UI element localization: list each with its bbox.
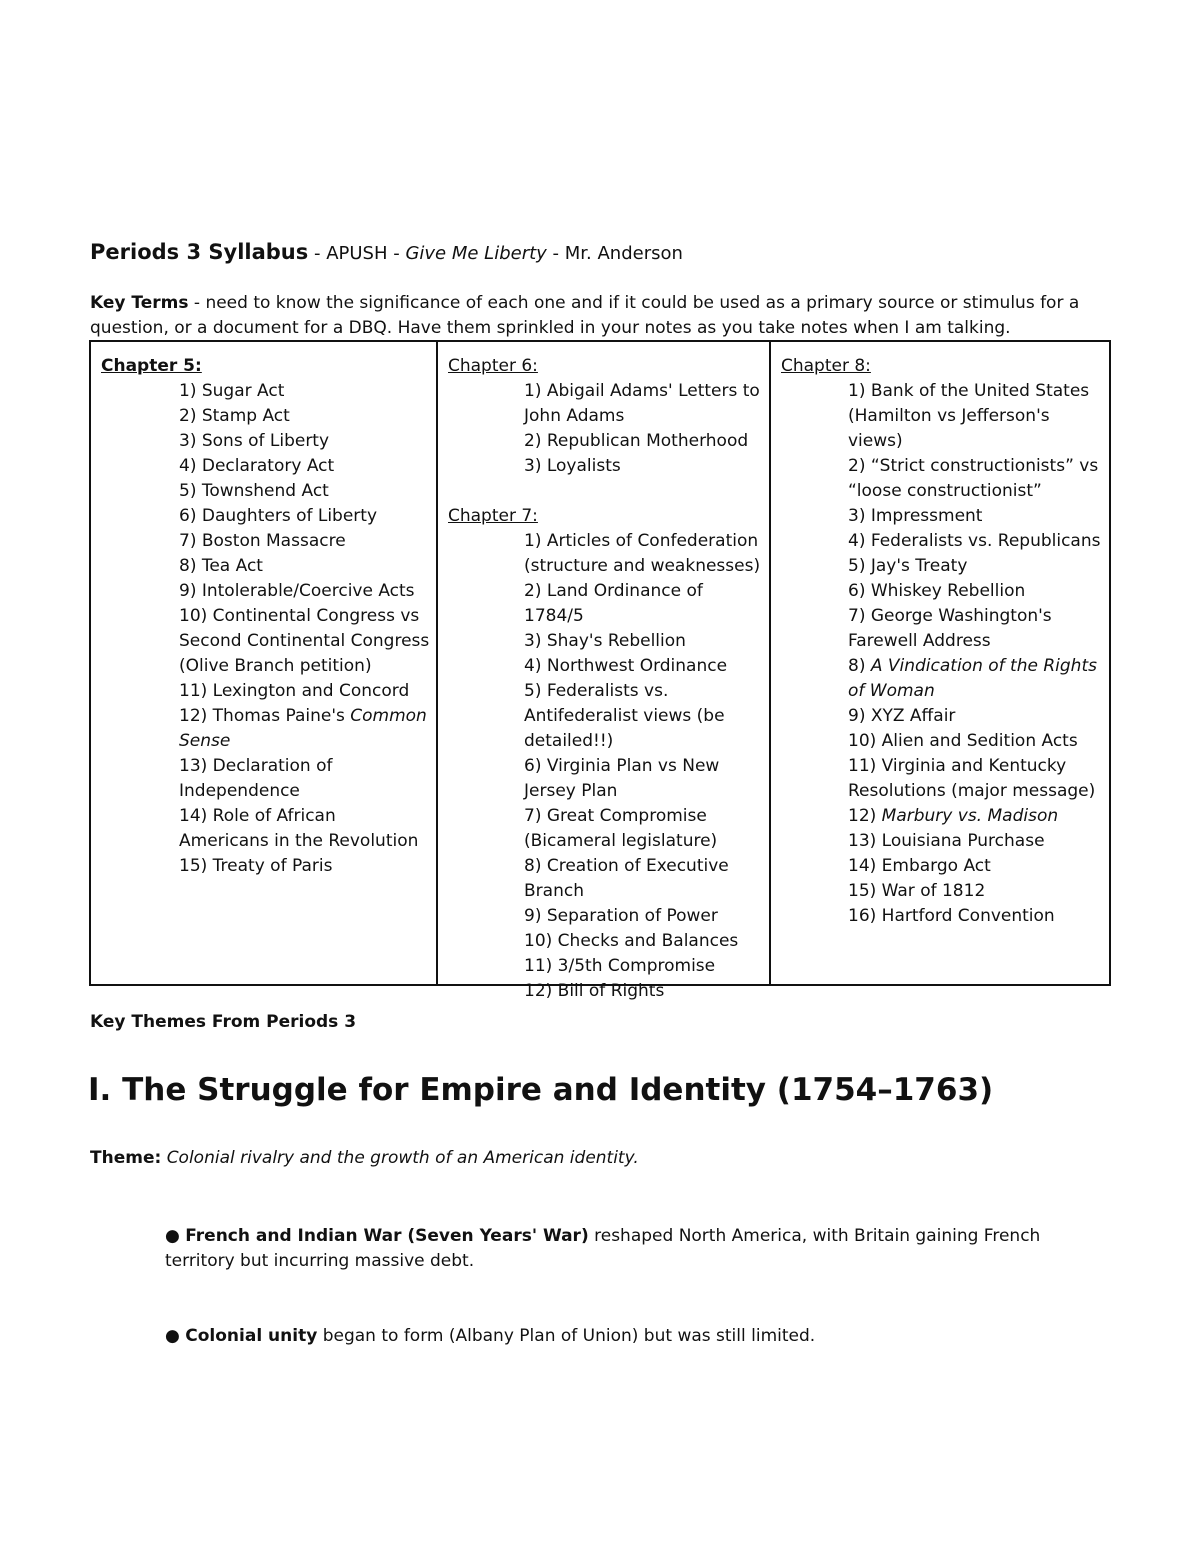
list-item: 9) XYZ Affair	[848, 706, 956, 726]
list-item-text: 12)	[848, 806, 882, 826]
key-themes-label: Key Themes From Periods 3	[90, 1012, 357, 1032]
key-terms-table	[89, 340, 1111, 1001]
table-column-chapter-8	[771, 342, 1109, 984]
list-item: 11) 3/5th Compromise	[524, 956, 716, 976]
bullet-dot-icon: ●	[165, 1226, 180, 1246]
list-item	[179, 704, 430, 754]
syllabus-title: Periods 3 Syllabus	[90, 240, 309, 264]
list-item: 8) Creation of Executive Branch	[524, 856, 729, 901]
list-item: 4) Declaratory Act	[179, 456, 335, 476]
chapter-6-heading: Chapter 6:	[448, 356, 538, 376]
list-item: 16) Hartford Convention	[848, 906, 1055, 926]
key-terms-intro	[90, 291, 1120, 341]
list-item: 5) Townshend Act	[179, 481, 329, 501]
list-item: 10) Continental Congress vs Second Continental Congress (Olive Branch petition)	[179, 606, 430, 676]
chapter-5-heading: Chapter 5:	[101, 356, 202, 376]
list-item: 7) Boston Massacre	[179, 531, 346, 551]
list-item-italic: Marbury vs. Madison	[881, 806, 1059, 826]
list-item: 9) Intolerable/Coercive Acts	[179, 581, 415, 601]
list-item-text: 8)	[848, 656, 871, 676]
list-item: 10) Checks and Balances	[524, 931, 739, 951]
list-item: 1) Bank of the United States (Hamilton vs Jefferson's views)	[848, 381, 1090, 451]
list-item: 5) Federalists vs. Antifederalist views (be detailed!!)	[524, 681, 725, 751]
list-item: 15) Treaty of Paris	[179, 856, 333, 876]
chapter-8-heading: Chapter 8:	[781, 356, 871, 376]
chapter-7-heading: Chapter 7:	[448, 506, 538, 526]
chapter-5-list	[101, 379, 430, 879]
bullet-dot-icon: ●	[165, 1326, 180, 1346]
list-item: 1) Articles of Confederation (structure and weaknesses)	[524, 531, 761, 576]
list-item: 12) Bill of Rights	[524, 981, 665, 1001]
list-item: 6) Whiskey Rebellion	[848, 581, 1026, 601]
list-item: 3) Impressment	[848, 506, 983, 526]
list-item: 5) Jay's Treaty	[848, 556, 968, 576]
teacher-name: - Mr. Anderson	[546, 243, 683, 264]
table-column-chapters-6-7	[438, 342, 771, 1001]
list-item: 7) Great Compromise (Bicameral legislature)	[524, 806, 718, 851]
list-item-italic: Common Sense	[179, 706, 427, 751]
list-item: 2) Land Ordinance of 1784/5	[524, 581, 703, 626]
theme-line	[90, 1148, 639, 1168]
chapter-7-list	[448, 529, 763, 1004]
spacer	[448, 479, 763, 504]
document-title	[90, 240, 683, 264]
chapter-8-list	[781, 379, 1103, 929]
book-title: Give Me Liberty	[405, 243, 547, 264]
list-item: 11) Lexington and Concord	[179, 681, 410, 701]
list-item: 2) Republican Motherhood	[524, 431, 749, 451]
list-item: 2) Stamp Act	[179, 406, 290, 426]
list-item: 6) Virginia Plan vs New Jersey Plan	[524, 756, 720, 801]
list-item: 3) Sons of Liberty	[179, 431, 330, 451]
key-terms-label: Key Terms	[90, 293, 189, 313]
theme-label: Theme:	[90, 1148, 162, 1168]
list-item: 13) Louisiana Purchase	[848, 831, 1045, 851]
list-item: 2) “Strict constructionists” vs “loose constructionist”	[848, 456, 1099, 501]
list-item: 4) Northwest Ordinance	[524, 656, 728, 676]
list-item: 10) Alien and Sedition Acts	[848, 731, 1078, 751]
title-separator-1: - APUSH -	[308, 243, 406, 264]
list-item: 14) Embargo Act	[848, 856, 991, 876]
list-item: 1) Abigail Adams' Letters to John Adams	[524, 381, 760, 426]
list-item: 11) Virginia and Kentucky Resolutions (major message)	[848, 756, 1096, 801]
list-item	[848, 804, 1103, 829]
list-item: 4) Federalists vs. Republicans	[848, 531, 1101, 551]
table-column-chapter-5	[91, 342, 438, 984]
list-item	[848, 654, 1103, 704]
list-item: 3) Shay's Rebellion	[524, 631, 686, 651]
list-item: 3) Loyalists	[524, 456, 621, 476]
bullet-text: reshaped North America, with Britain gaining French territory but incurring massive debt.	[165, 1226, 1041, 1271]
list-item-italic: A Vindication of the Rights of Woman	[848, 656, 1097, 701]
list-item: 7) George Washington's Farewell Address	[848, 606, 1052, 651]
key-terms-description: - need to know the significance of each one and if it could be used as a primary source or stimulus for a question, or a document for a DBQ. Have them sprinkled in your notes as you take notes when I am talking.	[90, 293, 1080, 338]
section-heading: I. The Struggle for Empire and Identity (1754–1763)	[88, 1072, 994, 1108]
list-item: 13) Declaration of Independence	[179, 756, 333, 801]
list-item: 6) Daughters of Liberty	[179, 506, 378, 526]
bullet-text: began to form (Albany Plan of Union) but was still limited.	[317, 1326, 816, 1346]
list-item-text: 12) Thomas Paine's	[179, 706, 351, 726]
list-item: 9) Separation of Power	[524, 906, 718, 926]
bullet-item	[165, 1224, 1105, 1274]
chapter-6-list	[448, 379, 763, 479]
list-item: 15) War of 1812	[848, 881, 986, 901]
theme-text: Colonial rivalry and the growth of an American identity.	[166, 1148, 639, 1168]
list-item: 14) Role of African Americans in the Revolution	[179, 806, 419, 851]
list-item: 1) Sugar Act	[179, 381, 285, 401]
bullet-strong-text: French and Indian War (Seven Years' War)	[185, 1226, 589, 1246]
bullet-item	[165, 1324, 1105, 1349]
bullet-strong-text: Colonial unity	[185, 1326, 318, 1346]
list-item: 8) Tea Act	[179, 556, 263, 576]
